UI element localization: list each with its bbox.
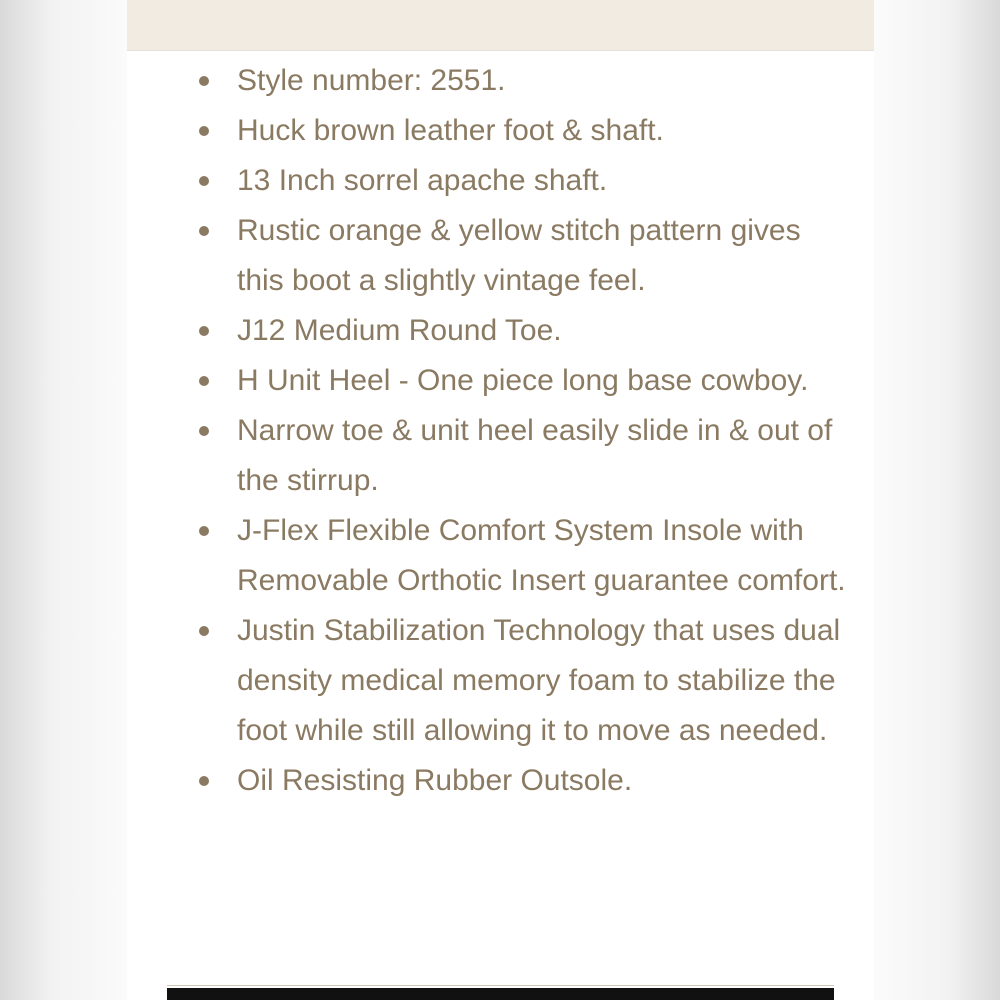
list-item bbox=[237, 506, 847, 606]
feature-text: H Unit Heel - One piece long base cowboy. bbox=[237, 364, 809, 397]
bullet-icon bbox=[199, 176, 209, 186]
feature-text: Justin Stabilization Technology that uses dual density medical memory foam to stabilize the foot while still allowing it to move as needed. bbox=[237, 614, 841, 747]
bullet-icon bbox=[199, 376, 209, 386]
bullet-icon bbox=[199, 626, 209, 636]
list-item bbox=[237, 356, 847, 406]
feature-text: Rustic orange & yellow stitch pattern gives this boot a slightly vintage feel. bbox=[237, 214, 801, 297]
feature-text: Narrow toe & unit heel easily slide in & out of the stirrup. bbox=[237, 414, 833, 497]
footer-bar bbox=[167, 988, 834, 1000]
bullet-icon bbox=[199, 426, 209, 436]
list-item bbox=[237, 606, 847, 756]
list-item bbox=[237, 306, 847, 356]
list-item bbox=[237, 156, 847, 206]
list-item bbox=[237, 406, 847, 506]
list-item bbox=[237, 206, 847, 306]
bullet-icon bbox=[199, 776, 209, 786]
left-margin bbox=[0, 0, 127, 1000]
feature-text: Style number: 2551. bbox=[237, 64, 506, 97]
bullet-icon bbox=[199, 76, 209, 86]
feature-text: Huck brown leather foot & shaft. bbox=[237, 114, 664, 147]
header-bar bbox=[127, 0, 874, 51]
list-item bbox=[237, 756, 847, 806]
list-item bbox=[237, 56, 847, 106]
divider bbox=[167, 985, 834, 986]
bullet-icon bbox=[199, 326, 209, 336]
product-description-screen bbox=[127, 0, 874, 1000]
list-item bbox=[237, 106, 847, 156]
bullet-icon bbox=[199, 226, 209, 236]
bullet-icon bbox=[199, 126, 209, 136]
bullet-icon bbox=[199, 526, 209, 536]
feature-text: J12 Medium Round Toe. bbox=[237, 314, 562, 347]
feature-text: Oil Resisting Rubber Outsole. bbox=[237, 764, 633, 797]
feature-text: J-Flex Flexible Comfort System Insole with Removable Orthotic Insert guarantee comfort. bbox=[237, 514, 846, 597]
feature-text: 13 Inch sorrel apache shaft. bbox=[237, 164, 608, 197]
feature-list bbox=[237, 56, 847, 806]
right-margin bbox=[874, 0, 1000, 1000]
